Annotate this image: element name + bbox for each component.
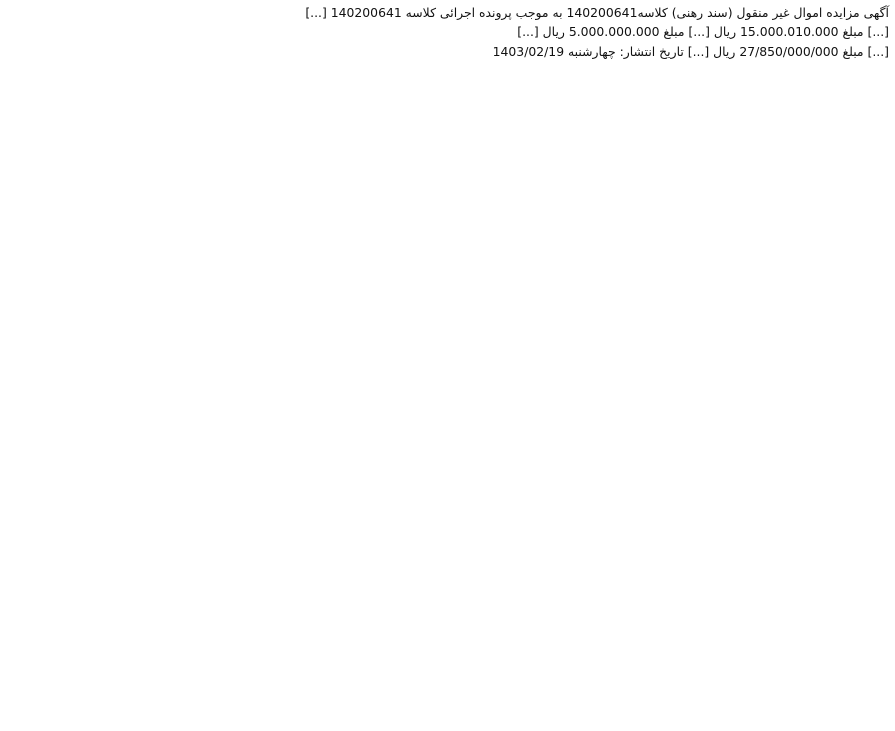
- announcement-paragraph: آگهی مزایده اموال غیر منقول (سند رهنی) کلاسه140200641 به موجب پرونده اجرائی کلاسه 140200641 [...]: [305, 5, 889, 20]
- announcement-paragraph: [...] مبلغ 27/850/000/000 ریال [...] تاریخ انتشار: چهارشنبه 1403/02/19: [492, 43, 889, 59]
- announcement-paragraph: [...] مبلغ 15.000.010.000 ریال [...] مبلغ 5.000.000.000 ریال [...]: [517, 24, 889, 40]
